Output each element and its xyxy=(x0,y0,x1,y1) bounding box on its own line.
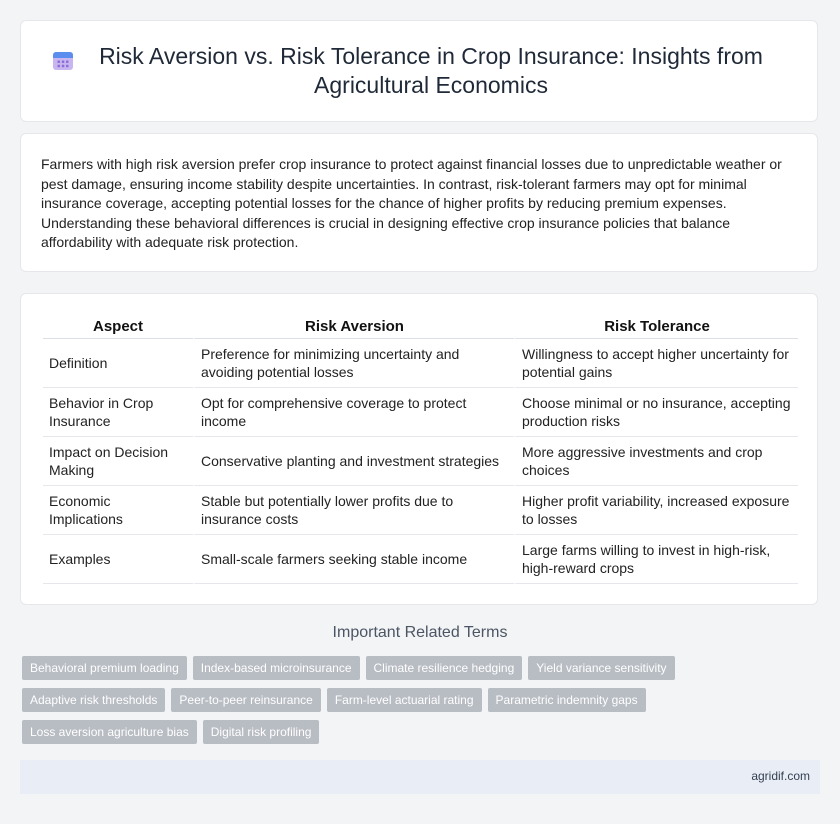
related-term-tag[interactable]: Behavioral premium loading xyxy=(22,656,187,680)
table-cell-risk-aversion: Opt for comprehensive coverage to protect income xyxy=(193,388,514,437)
table-cell-risk-aversion: Small-scale farmers seeking stable income xyxy=(193,535,514,584)
tag-row xyxy=(22,720,822,752)
tag-row xyxy=(22,656,822,688)
footer-site-link[interactable]: agridif.com xyxy=(751,769,810,783)
table-cell-aspect: Definition xyxy=(43,339,193,388)
table-row xyxy=(43,535,798,584)
tag-row xyxy=(22,688,822,720)
intro-card xyxy=(20,133,818,272)
header-risk-tolerance: Risk Tolerance xyxy=(514,312,798,339)
table-row xyxy=(43,339,798,388)
intro-paragraph: Farmers with high risk aversion prefer crop insurance to protect against financial losses due to unpredictable weather or pest damage, ensuring income stability despite uncertainties. In contrast, risk-tolerant farmers may opt for minimal insurance coverage, accepting potential losses for the chance of higher profits by reducing premium expenses. Understanding these behavioral differences is crucial in designing effective crop insurance policies that balance affordability with adequate risk protection. xyxy=(41,156,782,251)
table-cell-risk-aversion: Preference for minimizing uncertainty and avoiding potential losses xyxy=(193,339,514,388)
table-row xyxy=(43,486,798,535)
table-cell-risk-tolerance: Higher profit variability, increased exposure to losses xyxy=(514,486,798,535)
title-card xyxy=(20,20,818,122)
table-cell-aspect: Economic Implications xyxy=(43,486,193,535)
related-term-tag[interactable]: Loss aversion agriculture bias xyxy=(22,720,197,744)
footer xyxy=(20,760,820,794)
related-term-tag[interactable]: Digital risk profiling xyxy=(203,720,320,744)
table-row xyxy=(43,437,798,486)
table-header-row xyxy=(43,312,798,339)
table-cell-risk-aversion: Stable but potentially lower profits due to insurance costs xyxy=(193,486,514,535)
comparison-table xyxy=(43,312,798,584)
related-term-tag[interactable]: Climate resilience hedging xyxy=(366,656,523,680)
related-term-tag[interactable]: Peer-to-peer reinsurance xyxy=(171,688,320,712)
page-title: Risk Aversion vs. Risk Tolerance in Crop Insurance: Insights from Agricultural Economics xyxy=(99,43,763,98)
table-cell-aspect: Impact on Decision Making xyxy=(43,437,193,486)
table-cell-risk-aversion: Conservative planting and investment strategies xyxy=(193,437,514,486)
related-term-tag[interactable]: Adaptive risk thresholds xyxy=(22,688,165,712)
table-cell-aspect: Behavior in Crop Insurance xyxy=(43,388,193,437)
table-cell-risk-tolerance: Willingness to accept higher uncertainty for potential gains xyxy=(514,339,798,388)
table-row xyxy=(43,388,798,437)
related-term-tag[interactable]: Yield variance sensitivity xyxy=(528,656,674,680)
calendar-icon xyxy=(51,48,75,72)
related-terms-tags xyxy=(22,656,822,752)
table-cell-aspect: Examples xyxy=(43,535,193,584)
related-terms-title: Important Related Terms xyxy=(332,624,508,641)
table-cell-risk-tolerance: Choose minimal or no insurance, accepting production risks xyxy=(514,388,798,437)
table-cell-risk-tolerance: Large farms willing to invest in high-risk, high-reward crops xyxy=(514,535,798,584)
header-aspect: Aspect xyxy=(43,312,193,339)
related-term-tag[interactable]: Parametric indemnity gaps xyxy=(488,688,646,712)
comparison-card xyxy=(20,293,818,605)
related-term-tag[interactable]: Farm-level actuarial rating xyxy=(327,688,482,712)
related-term-tag[interactable]: Index-based microinsurance xyxy=(193,656,360,680)
table-cell-risk-tolerance: More aggressive investments and crop choices xyxy=(514,437,798,486)
header-risk-aversion: Risk Aversion xyxy=(193,312,514,339)
